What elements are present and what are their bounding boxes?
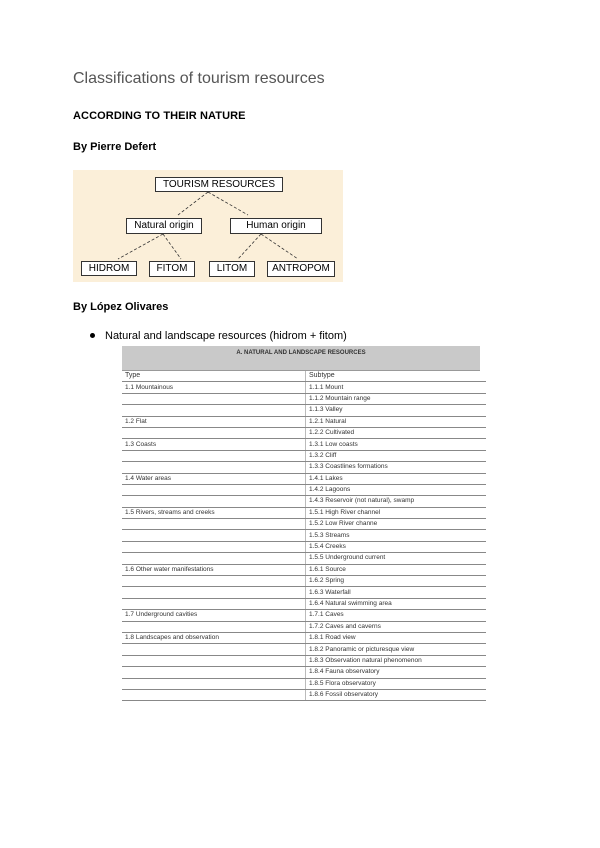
cell-type <box>122 655 306 666</box>
cell-subtype: 1.2.2 Cultivated <box>306 427 487 438</box>
cell-subtype: 1.8.1 Road view <box>306 632 487 643</box>
cell-subtype: 1.5.5 Underground current <box>306 553 487 564</box>
cell-subtype: 1.8.4 Fauna observatory <box>306 667 487 678</box>
cell-subtype: 1.5.1 High River channel <box>306 507 487 518</box>
table-row <box>122 450 486 461</box>
table-row <box>122 427 486 438</box>
cell-subtype: 1.8.5 Flora observatory <box>306 678 487 689</box>
connector-human-antropom <box>261 234 298 259</box>
cell-type <box>122 393 306 404</box>
cell-subtype: 1.1.2 Mountain range <box>306 393 487 404</box>
cell-type <box>122 450 306 461</box>
cell-subtype: 1.5.4 Creeks <box>306 541 487 552</box>
cell-subtype: 1.5.2 Low River channe <box>306 519 487 530</box>
table-row <box>122 587 486 598</box>
cell-subtype: 1.6.1 Source <box>306 564 487 575</box>
cell-subtype: 1.6.3 Waterfall <box>306 587 487 598</box>
diagram-leaf-hidrom: HIDROM <box>81 261 137 276</box>
table-row <box>122 610 486 621</box>
table-row <box>122 530 486 541</box>
cell-type: 1.3 Coasts <box>122 439 306 450</box>
bullet-item <box>90 330 347 342</box>
cell-type <box>122 621 306 632</box>
diagram-root: TOURISM RESOURCES <box>155 177 283 192</box>
cell-subtype: 1.8.6 Fossil observatory <box>306 689 487 700</box>
table-title: A. NATURAL AND LANDSCAPE RESOURCES <box>122 346 480 371</box>
cell-type: 1.7 Underground cavities <box>122 610 306 621</box>
cell-type <box>122 587 306 598</box>
cell-type <box>122 678 306 689</box>
table-row <box>122 598 486 609</box>
heading-defert: By Pierre Defert <box>73 141 157 153</box>
diagram-natural: Natural origin <box>126 218 202 234</box>
cell-type: 1.5 Rivers, streams and creeks <box>122 507 306 518</box>
table-header-row <box>122 371 486 382</box>
heading-lopez: By López Olivares <box>73 301 169 313</box>
header-subtype: Subtype <box>306 371 487 382</box>
heading-nature: ACCORDING TO THEIR NATURE <box>73 110 246 122</box>
diagram-leaf-antropom: ANTROPOM <box>267 261 335 277</box>
cell-subtype: 1.3.1 Low coasts <box>306 439 487 450</box>
cell-subtype: 1.1.1 Mount <box>306 382 487 393</box>
cell-type <box>122 553 306 564</box>
connector-natural-hidrom <box>118 234 163 259</box>
connector-natural-fitom <box>163 234 181 259</box>
table-row <box>122 632 486 643</box>
table-row <box>122 416 486 427</box>
connector-human-litom <box>238 234 261 259</box>
cell-subtype: 1.4.2 Lagoons <box>306 484 487 495</box>
table-row <box>122 621 486 632</box>
diagram-human: Human origin <box>230 218 322 234</box>
resources-table <box>122 346 480 701</box>
cell-subtype: 1.8.2 Panoramic or picturesque view <box>306 644 487 655</box>
table-row <box>122 496 486 507</box>
table-row <box>122 462 486 473</box>
cell-type <box>122 576 306 587</box>
cell-type <box>122 689 306 700</box>
page-title: Classifications of tourism resources <box>73 70 325 87</box>
table-row <box>122 507 486 518</box>
cell-subtype: 1.7.1 Caves <box>306 610 487 621</box>
cell-subtype: 1.4.3 Reservoir (not natural), swamp <box>306 496 487 507</box>
cell-type <box>122 598 306 609</box>
cell-type: 1.6 Other water manifestations <box>122 564 306 575</box>
table-row <box>122 519 486 530</box>
classification-diagram <box>73 170 343 282</box>
cell-subtype: 1.3.2 Cliff <box>306 450 487 461</box>
resources-table-grid <box>122 371 486 701</box>
table-row <box>122 644 486 655</box>
cell-subtype: 1.4.1 Lakes <box>306 473 487 484</box>
cell-type <box>122 541 306 552</box>
cell-subtype: 1.6.4 Natural swimming area <box>306 598 487 609</box>
cell-type: 1.8 Landscapes and observation <box>122 632 306 643</box>
cell-type <box>122 405 306 416</box>
cell-type <box>122 427 306 438</box>
cell-type <box>122 667 306 678</box>
diagram-leaf-fitom: FITOM <box>149 261 195 277</box>
table-row <box>122 576 486 587</box>
cell-type <box>122 496 306 507</box>
cell-subtype: 1.1.3 Valley <box>306 405 487 416</box>
table-row <box>122 382 486 393</box>
table-row <box>122 541 486 552</box>
table-row <box>122 405 486 416</box>
table-row <box>122 689 486 700</box>
header-type: Type <box>122 371 306 382</box>
table-row <box>122 655 486 666</box>
cell-type <box>122 530 306 541</box>
table-row <box>122 564 486 575</box>
cell-type: 1.2 Flat <box>122 416 306 427</box>
cell-type <box>122 462 306 473</box>
diagram-leaf-litom: LITOM <box>209 261 255 277</box>
cell-type <box>122 644 306 655</box>
table-row <box>122 678 486 689</box>
connector-root-human <box>208 192 248 215</box>
cell-subtype: 1.5.3 Streams <box>306 530 487 541</box>
bullet-dot-icon <box>90 333 95 338</box>
cell-type: 1.1 Mountainous <box>122 382 306 393</box>
table-row <box>122 553 486 564</box>
table-row <box>122 439 486 450</box>
table-row <box>122 667 486 678</box>
bullet-text: Natural and landscape resources (hidrom + fitom) <box>105 330 347 342</box>
cell-subtype: 1.6.2 Spring <box>306 576 487 587</box>
table-row <box>122 473 486 484</box>
connector-root-natural <box>178 192 208 215</box>
cell-subtype: 1.8.3 Observation natural phenomenon <box>306 655 487 666</box>
cell-type <box>122 484 306 495</box>
table-row <box>122 393 486 404</box>
cell-type <box>122 519 306 530</box>
cell-type: 1.4 Water areas <box>122 473 306 484</box>
cell-subtype: 1.2.1 Natural <box>306 416 487 427</box>
cell-subtype: 1.7.2 Caves and caverns <box>306 621 487 632</box>
cell-subtype: 1.3.3 Coastlines formations <box>306 462 487 473</box>
table-row <box>122 484 486 495</box>
